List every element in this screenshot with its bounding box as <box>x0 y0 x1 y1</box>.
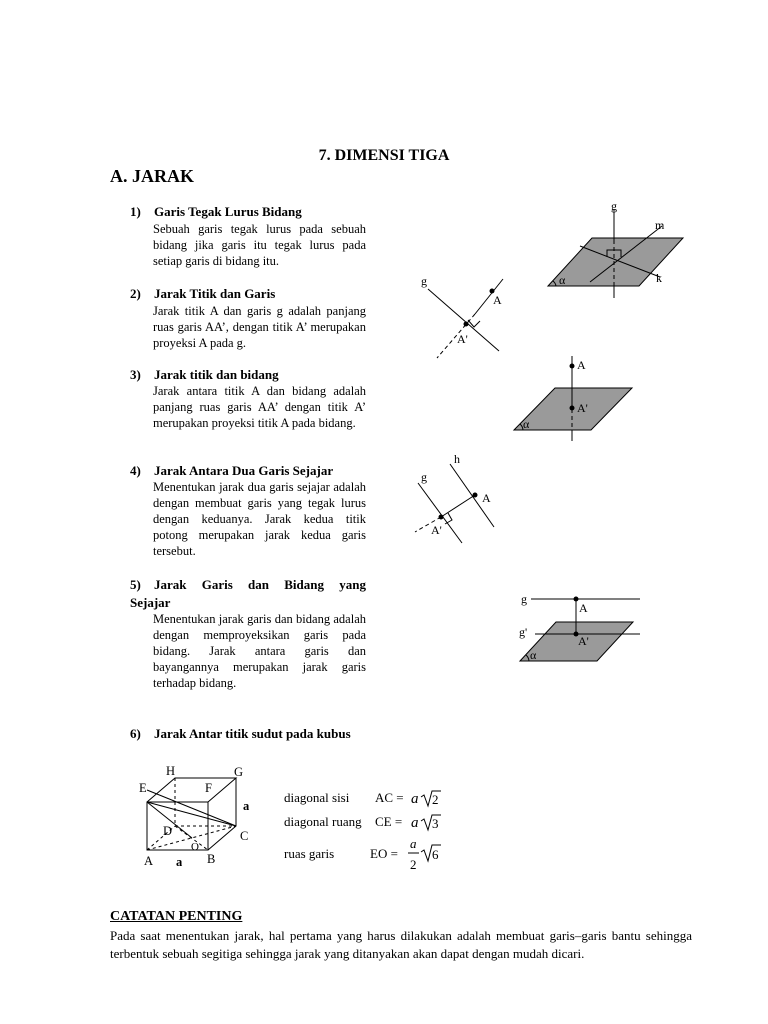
formula-coefficient: a <box>411 791 419 807</box>
formula-label: diagonal sisi <box>284 790 350 805</box>
item-heading <box>130 725 351 742</box>
item-heading <box>130 285 275 302</box>
figure-cube <box>135 760 260 872</box>
vertex-B: B <box>207 852 216 866</box>
item-text: Jarak titik A dan garis g adalah panjang ruas garis AA’, dengan titik A’ merupakan proyeksi A pada g. <box>153 304 366 350</box>
label-alpha: α <box>523 417 530 431</box>
label-A-prime: A' <box>578 634 589 648</box>
formula-label: diagonal ruang <box>284 814 362 829</box>
item-heading <box>130 576 366 593</box>
point-A-prime <box>570 406 575 411</box>
item-title: Jarak Antar titik sudut pada kubus <box>154 726 351 741</box>
item-title: Garis Tegak Lurus Bidang <box>154 204 302 219</box>
vertex-G: G <box>234 765 244 779</box>
label-g: g <box>421 274 427 288</box>
formula-block <box>280 783 450 875</box>
formula-radicand: 6 <box>432 847 439 862</box>
item-title: Jarak Antara Dua Garis Sejajar <box>154 463 334 478</box>
figure-line-plane-distance <box>510 585 645 665</box>
item-text: Menentukan jarak garis dan bidang adalah dengan memproyeksikan garis pada bidang. Jarak antara garis dan bayangannya merupakan jarak garis terhadap bidang. <box>153 612 366 690</box>
label-A: A <box>482 491 491 505</box>
formula-face-diagonal <box>284 790 441 807</box>
item-text: Sebuah garis tegak lurus pada sebuah bidang jika garis itu tegak lurus pada setiap garis di bidang itu. <box>153 222 366 268</box>
edge-label-right: a <box>243 799 250 813</box>
space-diagonal-CE <box>147 790 236 826</box>
item-heading <box>130 366 279 383</box>
vertex-F: F <box>205 781 212 795</box>
label-A-prime: A' <box>577 401 588 415</box>
right-face-edges <box>208 778 236 850</box>
item-number: 4) <box>130 463 141 478</box>
point-A <box>473 493 478 498</box>
vertex-D: D <box>163 824 173 838</box>
vertex-E: E <box>139 781 147 795</box>
formula-space-diagonal <box>284 814 441 831</box>
section-heading: A. JARAK <box>110 166 194 186</box>
notes-heading: CATATAN PENTING <box>110 909 243 924</box>
formula-lhs: AC = <box>375 790 404 805</box>
notes-text: Pada saat menentukan jarak, hal pertama yang harus dilakukan adalah membuat garis–garis bantu sehingga terbentuk sebuah segitiga sehingga jarak yang ditanyakan akan dapat dengan mudah dicari. <box>110 928 692 961</box>
point-A <box>570 364 575 369</box>
item-text: Jarak antara titik A dan bidang adalah panjang ruas garis AA’ dengan titik A’ merupakan proyeksi titik A pada bidang. <box>153 384 366 430</box>
label-k: k <box>656 271 662 285</box>
formula-lhs: CE = <box>375 814 403 829</box>
segment-AA-prime <box>441 495 475 517</box>
item-number: 1) <box>130 204 141 219</box>
formula-radicand: 2 <box>432 792 439 807</box>
point-A <box>574 597 579 602</box>
edge-label-bottom: a <box>176 855 183 869</box>
formula-radicand: 3 <box>432 816 439 831</box>
item-title: Jarak Garis dan Bidang yang <box>154 577 366 592</box>
item-number: 6) <box>130 726 141 741</box>
figure-point-plane-distance <box>505 350 640 445</box>
label-alpha: α <box>559 273 566 287</box>
figure-line-perpendicular-plane <box>540 198 690 303</box>
label-A: A <box>577 358 586 372</box>
item-number: 2) <box>130 286 141 301</box>
vertex-O: O <box>191 841 199 853</box>
item-heading <box>130 203 302 220</box>
label-A: A <box>579 601 588 615</box>
label-m: m <box>655 218 665 232</box>
space-diagonal <box>147 802 236 826</box>
figure-point-line-distance <box>415 270 515 365</box>
item-title: Jarak Titik dan Garis <box>154 286 276 301</box>
formula-numerator: a <box>410 836 417 851</box>
segment-extension <box>437 314 475 358</box>
formula-segment-EO <box>284 836 441 872</box>
item-title: Jarak titik dan bidang <box>154 367 279 382</box>
formula-label: ruas garis <box>284 846 335 861</box>
point-A-prime <box>439 515 444 520</box>
label-g-prime: g' <box>519 625 528 639</box>
label-A-prime: A' <box>431 523 442 537</box>
label-g: g <box>611 199 617 213</box>
label-A-prime: A' <box>457 332 468 346</box>
label-alpha: α <box>530 648 537 662</box>
item-number: 3) <box>130 367 141 382</box>
formula-lhs: EO = <box>370 846 398 861</box>
vertex-A: A <box>144 854 154 868</box>
point-A-prime <box>464 322 469 327</box>
item-number: 5) <box>130 577 141 592</box>
vertex-H: H <box>166 764 176 778</box>
right-angle-marker <box>445 513 452 524</box>
label-A: A <box>493 293 502 307</box>
label-g: g <box>521 592 527 606</box>
formula-coefficient: a <box>411 815 419 831</box>
vertex-C: C <box>240 829 249 843</box>
label-h: h <box>454 452 460 466</box>
figure-parallel-lines-distance <box>413 450 503 550</box>
item-heading <box>130 462 333 479</box>
item-title-continuation: Sejajar <box>130 595 171 610</box>
item-text: Menentukan jarak dua garis sejajar adalah dengan membuat garis yang tegak lurus dengan keduanya. Jarak kedua titik potong merupakan jarak kedua garis tersebut. <box>153 480 366 558</box>
page-title: 7. DIMENSI TIGA <box>318 147 450 164</box>
formula-denominator: 2 <box>410 857 417 872</box>
label-g: g <box>421 470 427 484</box>
top-face <box>147 778 236 802</box>
